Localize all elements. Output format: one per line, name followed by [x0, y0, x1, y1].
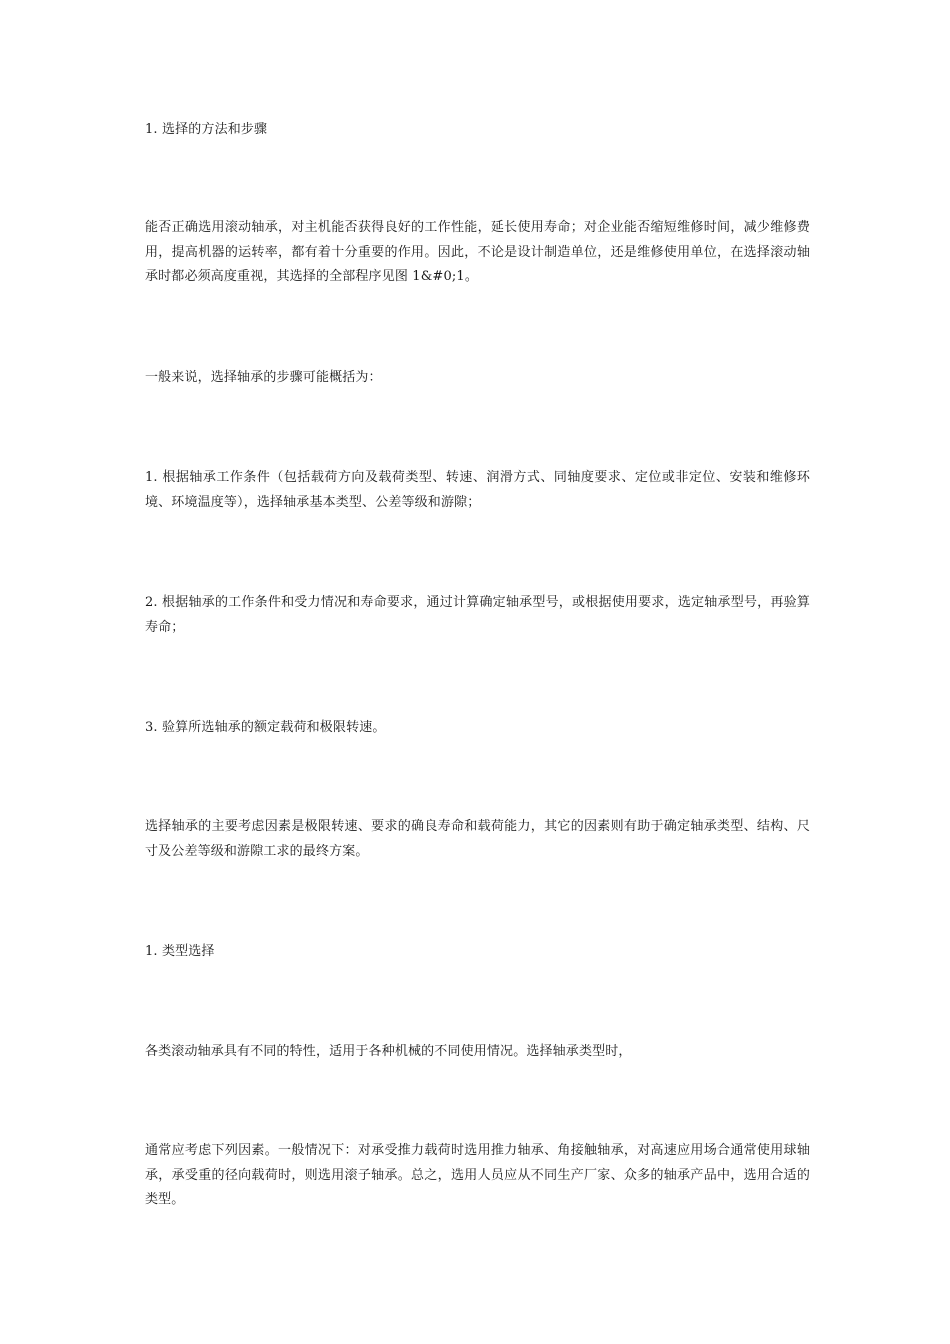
- paragraph-main-factors: 选择轴承的主要考虑因素是极限转速、要求的确良寿命和载荷能力，其它的因素则有助于确定轴承类型、结构、尺寸及公差等级和游隙工求的最终方案。: [145, 819, 810, 859]
- section-heading-method-steps: 1. 选择的方法和步骤: [145, 122, 268, 137]
- paragraph-step-1: 1. 根据轴承工作条件（包括载荷方向及载荷类型、转速、润滑方式、同轴度要求、定位或非定位、安装和维修环境、环境温度等），选择轴承基本类型、公差等级和游隙；: [145, 470, 810, 510]
- section-heading-type-selection: 1. 类型选择: [145, 944, 215, 959]
- paragraph-importance: 能否正确选用滚动轴承，对主机能否获得良好的工作性能，延长使用寿命；对企业能否缩短维修时间，减少维修费用，提高机器的运转率，都有着十分重要的作用。因此，不论是设计制造单位，还是维修使用单位，在选择滚动轴承时都必须高度重视，其选择的全部程序见图 1&#0;1。: [145, 220, 810, 284]
- paragraph-step-2: 2. 根据轴承的工作条件和受力情况和寿命要求，通过计算确定轴承型号，或根据使用要求，选定轴承型号，再验算寿命；: [145, 595, 810, 635]
- paragraph-type-factors: 通常应考虑下列因素。一般情况下：对承受推力载荷时选用推力轴承、角接触轴承，对高速应用场合通常使用球轴承，承受重的径向载荷时，则选用滚子轴承。总之，选用人员应从不同生产厂家、众多的轴承产品中，选用合适的类型。: [145, 1143, 810, 1207]
- paragraph-steps-intro: 一般来说，选择轴承的步骤可能概括为：: [145, 370, 382, 385]
- paragraph-type-characteristics: 各类滚动轴承具有不同的特性，适用于各种机械的不同使用情况。选择轴承类型时，: [145, 1044, 632, 1059]
- paragraph-step-3: 3. 验算所选轴承的额定载荷和极限转速。: [145, 720, 386, 735]
